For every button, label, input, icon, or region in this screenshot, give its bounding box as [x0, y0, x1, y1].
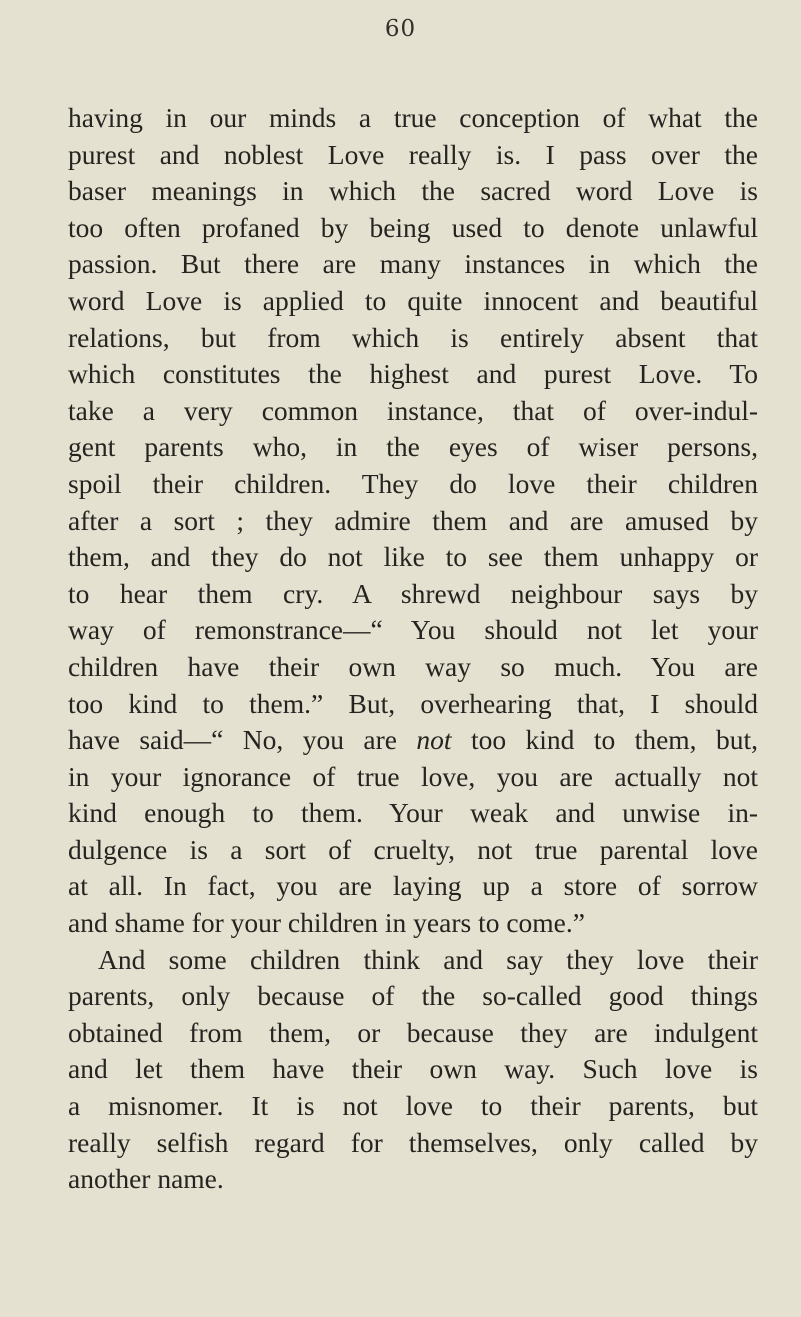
- text-line: having in our minds a true conception of what the: [68, 102, 758, 133]
- text-line: them, and they do not like to see them unhappy or: [68, 541, 758, 573]
- text-line: too often profaned by being used to denote unlawful: [68, 211, 758, 243]
- text-line: passion. But there are many instances in which the: [68, 248, 758, 280]
- text-line: dulgence is a sort of cruelty, not true parental love: [68, 833, 758, 865]
- text-line: baser meanings in which the sacred word Love is: [68, 175, 758, 207]
- text-line: children have their own way so much. You are: [68, 650, 758, 682]
- text-line: after a sort ; they admire them and are amused by: [68, 504, 758, 536]
- text-line: obtained from them, or because they are indulgent: [68, 1016, 758, 1048]
- text-line: in your ignorance of true love, you are actually not: [68, 760, 758, 792]
- text-line: gent parents who, in the eyes of wiser persons,: [68, 431, 758, 463]
- text-line: to hear them cry. A shrewd neighbour says by: [68, 577, 758, 609]
- text-line: a misnomer. It is not love to their parents, but: [68, 1090, 758, 1122]
- text-line-with-emphasis: [68, 722, 758, 759]
- text-line: and shame for your children in years to come.”: [68, 907, 585, 939]
- text-line: And some children think and say they love their: [98, 943, 758, 975]
- body-text: [68, 100, 758, 1198]
- emphasis-word: not: [416, 724, 452, 756]
- text-line: way of remonstrance—“ You should not let your: [68, 614, 758, 646]
- text-line: parents, only because of the so-called good things: [68, 980, 758, 1012]
- text-line: another name.: [68, 1163, 224, 1195]
- text-line: which constitutes the highest and purest Love. To: [68, 358, 758, 390]
- text-segment: too kind to them, but,: [451, 724, 758, 756]
- text-segment: have said—“ No, you are: [68, 724, 417, 756]
- text-line: spoil their children. They do love their children: [68, 467, 758, 499]
- text-line: relations, but from which is entirely absent that: [68, 321, 758, 353]
- text-line: kind enough to them. Your weak and unwise in-: [68, 797, 758, 829]
- text-line: too kind to them.” But, overhearing that, I should: [68, 687, 758, 719]
- text-line: take a very common instance, that of over-indul-: [68, 394, 758, 426]
- text-line: and let them have their own way. Such love is: [68, 1053, 758, 1085]
- text-line: word Love is applied to quite innocent and beautiful: [68, 284, 758, 316]
- text-line: purest and noblest Love really is. I pass over the: [68, 138, 758, 170]
- text-line: at all. In fact, you are laying up a store of sorrow: [68, 870, 758, 902]
- page-number: 60: [384, 16, 417, 42]
- text-line: really selfish regard for themselves, only called by: [68, 1126, 758, 1158]
